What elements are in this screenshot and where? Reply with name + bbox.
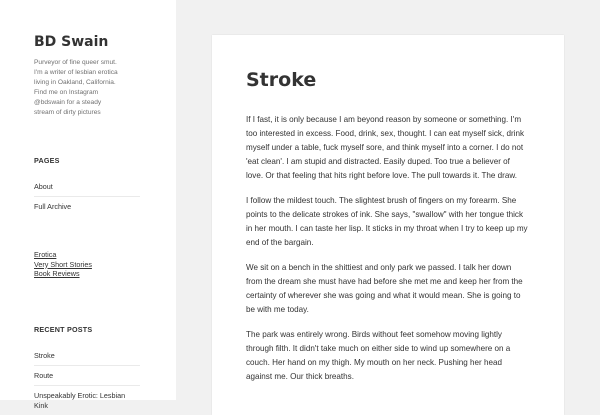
pages-widget-title: PAGES (34, 156, 60, 165)
link-very-short-stories[interactable]: Very Short Stories (34, 259, 92, 269)
post-paragraph: The park was entirely wrong. Birds without feet somehow moving lightly through filth. It didn't take much on either side to wind up somewhere on a couch. Her hand on my thigh. My mouth on her neck. Pushing her head against me. Our thick breaths. (246, 330, 511, 381)
page-link-full-archive[interactable]: Full Archive (34, 196, 140, 216)
recent-posts-list (34, 348, 140, 415)
post-paragraph: I follow the mildest touch. The slightest brush of fingers on my forearm. She points to the delicate strokes of ink. She says, "swallow" with her tongue thick in her mouth. I can taste her lisp. It sticks in my throat when I try to keep up my end of the bargain. (246, 196, 528, 247)
recent-posts-widget (34, 325, 176, 415)
site-description: Purveyor of fine queer smut. I'm a writer of lesbian erotica living in Oakland, California. Find me on Instagram @bdswain for a steady stream of dirty pictures (34, 59, 118, 116)
recent-posts-widget-title: RECENT POSTS (34, 324, 93, 334)
recent-post-link[interactable]: Route (34, 365, 140, 385)
post-title: Stroke (246, 69, 317, 91)
recent-post-link[interactable]: Stroke (34, 350, 55, 360)
link-erotica[interactable]: Erotica (34, 250, 57, 259)
sidebar (0, 0, 176, 410)
recent-post-link[interactable]: Unspeakably Erotic: Lesbian Kink (34, 385, 140, 415)
post-paragraph: We sit on a bench in the shittiest and only park we passed. I talk her down from the dream she must have had before she met me and keep her from the certainty of wherever she was going and what it would mean. She is going to be with me today. (246, 263, 523, 314)
site-title-link[interactable]: BD Swain (34, 34, 109, 50)
page-link-about[interactable]: About (34, 182, 53, 191)
pages-list (34, 179, 140, 216)
post-paragraph: If I fast, it is only because I am beyond reason by someone or something. I'm too interested in excess. Food, drink, sex, thought. I can eat myself sick, drink myself under a table, fuck myself sore, and think myself into a corner. I do not 'eat clean'. I am stupid and distracted. Easily duped. Too true a believer of love. Or that feeling that hits right before love. The pull towards it. The draw. (246, 115, 525, 180)
link-book-reviews[interactable]: Book Reviews (34, 269, 80, 278)
post-content (246, 113, 530, 384)
links-widget (34, 250, 176, 279)
post-article (212, 35, 564, 415)
pages-widget (34, 156, 176, 216)
